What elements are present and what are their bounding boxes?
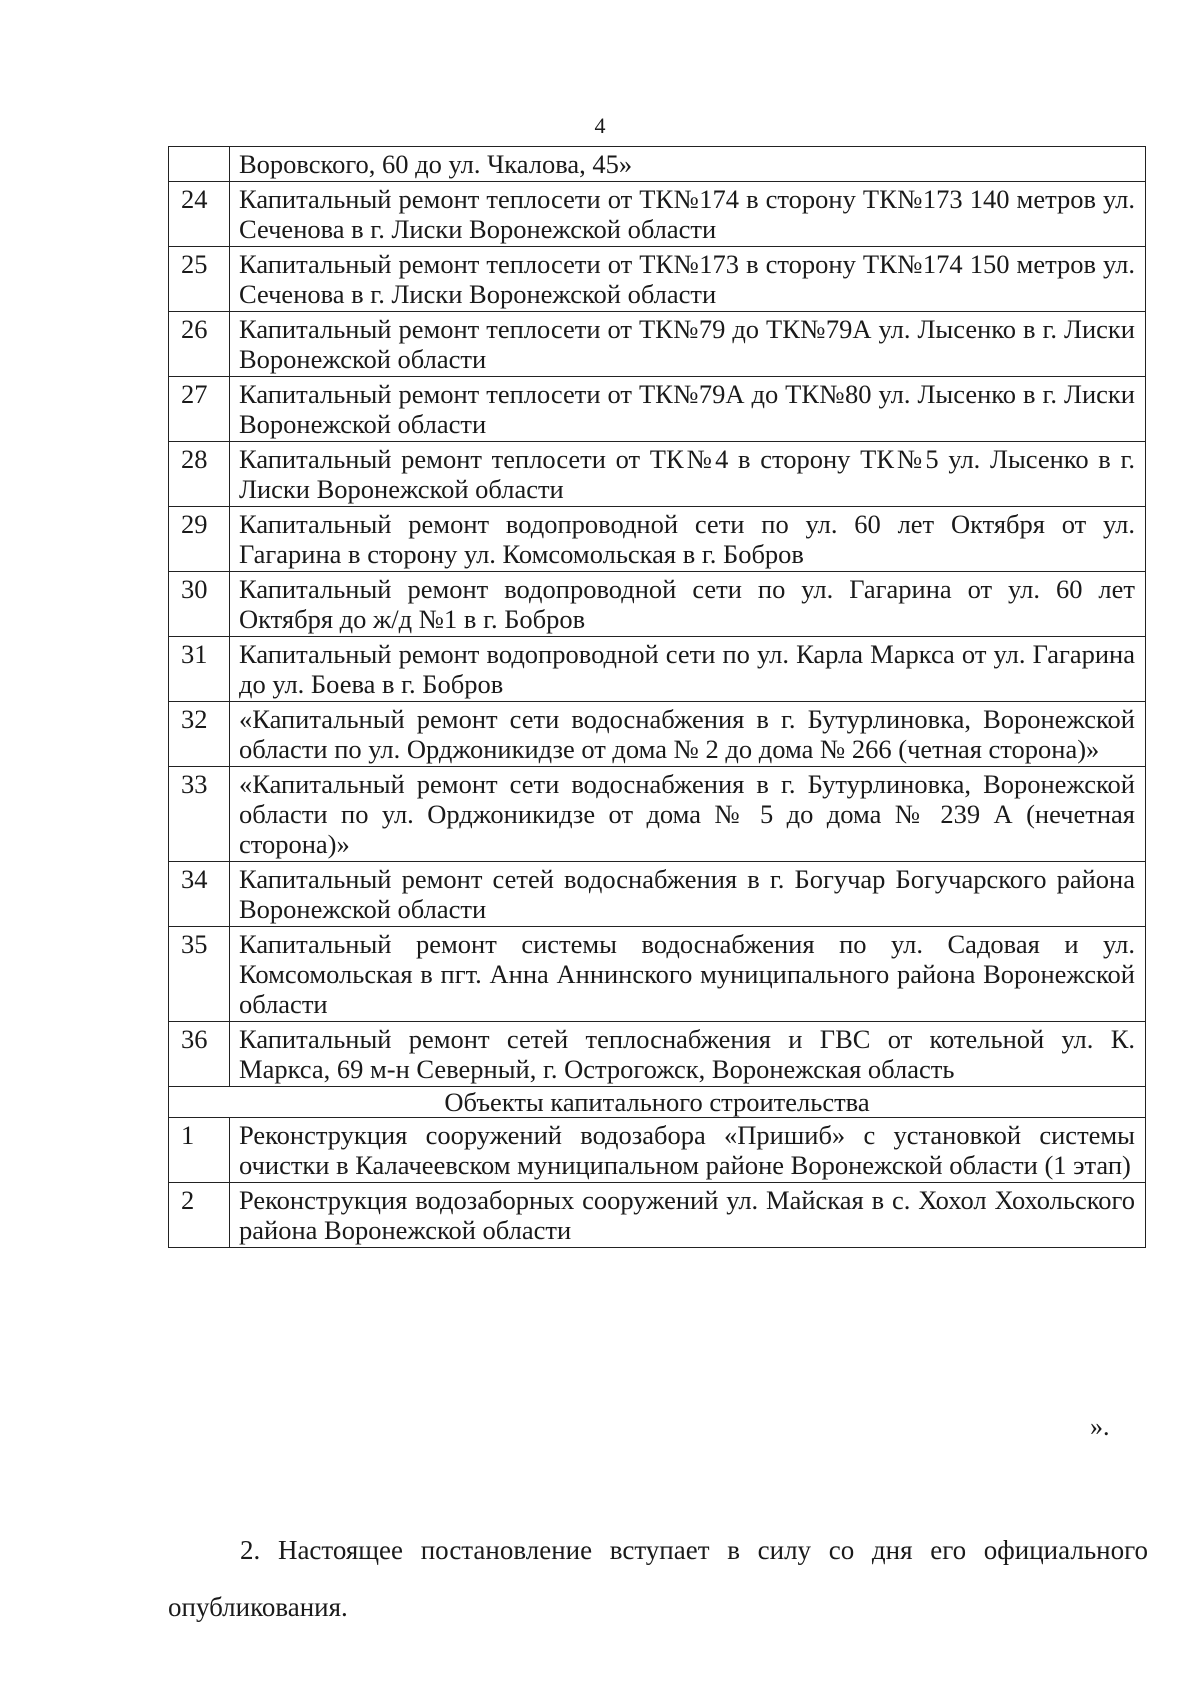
row-number: 2: [169, 1183, 230, 1248]
effective-date-paragraph: 2. Настоящее постановление вступает в силу со дня его официального опубликования.: [168, 1535, 1148, 1622]
objects-table: [168, 146, 1146, 1248]
table-row: [169, 247, 1146, 312]
table-row: [169, 312, 1146, 377]
row-description: Капитальный ремонт теплосети от ТК№79А до ТК№80 ул. Лысенко в г. Лиски Воронежской области: [230, 377, 1146, 442]
table-row: [169, 862, 1146, 927]
table-row: [169, 442, 1146, 507]
table-row: [169, 927, 1146, 1022]
row-description: «Капитальный ремонт сети водоснабжения в г. Бутурлиновка, Воронежской области по ул. Орджоникидзе от дома № 2 до дома № 266 (четная сторона)»: [230, 702, 1146, 767]
row-number: 31: [169, 637, 230, 702]
row-description: Воровского, 60 до ул. Чкалова, 45»: [230, 147, 1146, 182]
row-description: Реконструкция сооружений водозабора «Пришиб» с установкой системы очистки в Калачеевском муниципальном районе Воронежской области (1 этап): [230, 1118, 1146, 1183]
row-description: Капитальный ремонт теплосети от ТК№174 в сторону ТК№173 140 метров ул. Сеченова в г. Лиски Воронежской области: [230, 182, 1146, 247]
row-description: Капитальный ремонт сетей водоснабжения в г. Богучар Богучарского района Воронежской области: [230, 862, 1146, 927]
row-number: 26: [169, 312, 230, 377]
row-description: Капитальный ремонт водопроводной сети по ул. Карла Маркса от ул. Гагарина до ул. Боева в г. Бобров: [230, 637, 1146, 702]
row-number: 35: [169, 927, 230, 1022]
section-heading-row: [169, 1087, 1146, 1118]
closing-quote: ».: [1090, 1412, 1110, 1441]
row-number: 25: [169, 247, 230, 312]
row-description: Капитальный ремонт водопроводной сети по ул. Гагарина от ул. 60 лет Октября до ж/д №1 в г. Бобров: [230, 572, 1146, 637]
table-row: [169, 507, 1146, 572]
table-row: [169, 702, 1146, 767]
table-row: [169, 147, 1146, 182]
section-heading: Объекты капитального строительства: [169, 1087, 1146, 1118]
row-number: 34: [169, 862, 230, 927]
table-row: [169, 1183, 1146, 1248]
page-number: 4: [594, 113, 606, 138]
row-number: 36: [169, 1022, 230, 1087]
table-row: [169, 377, 1146, 442]
table-row: [169, 182, 1146, 247]
row-number: 33: [169, 767, 230, 862]
row-description: Капитальный ремонт теплосети от ТК№79 до ТК№79А ул. Лысенко в г. Лиски Воронежской области: [230, 312, 1146, 377]
row-number: 30: [169, 572, 230, 637]
table-row: [169, 767, 1146, 862]
table-body: [169, 147, 1146, 1248]
table-row: [169, 572, 1146, 637]
row-description: Капитальный ремонт сетей теплоснабжения и ГВС от котельной ул. К. Маркса, 69 м-н Северный, г. Острогожск, Воронежская область: [230, 1022, 1146, 1087]
row-description: Капитальный ремонт теплосети от ТК№173 в сторону ТК№174 150 метров ул. Сеченова в г. Лиски Воронежской области: [230, 247, 1146, 312]
table-row: [169, 1022, 1146, 1087]
row-number: 32: [169, 702, 230, 767]
row-description: Реконструкция водозаборных сооружений ул. Майская в с. Хохол Хохольского района Воронежской области: [230, 1183, 1146, 1248]
row-number: 29: [169, 507, 230, 572]
row-number: 24: [169, 182, 230, 247]
table-row: [169, 637, 1146, 702]
row-number: [169, 147, 230, 182]
row-number: 28: [169, 442, 230, 507]
row-description: Капитальный ремонт теплосети от ТК№4 в сторону ТК№5 ул. Лысенко в г. Лиски Воронежской области: [230, 442, 1146, 507]
row-number: 27: [169, 377, 230, 442]
row-description: Капитальный ремонт системы водоснабжения по ул. Садовая и ул. Комсомольская в пгт. Анна Аннинского муниципального района Воронежской области: [230, 927, 1146, 1022]
row-description: Капитальный ремонт водопроводной сети по ул. 60 лет Октября от ул. Гагарина в сторону ул. Комсомольская в г. Бобров: [230, 507, 1146, 572]
row-number: 1: [169, 1118, 230, 1183]
table-row: [169, 1118, 1146, 1183]
row-description: «Капитальный ремонт сети водоснабжения в г. Бутурлиновка, Воронежской области по ул. Орджоникидзе от дома № 5 до дома № 239 А (нечетная сторона)»: [230, 767, 1146, 862]
